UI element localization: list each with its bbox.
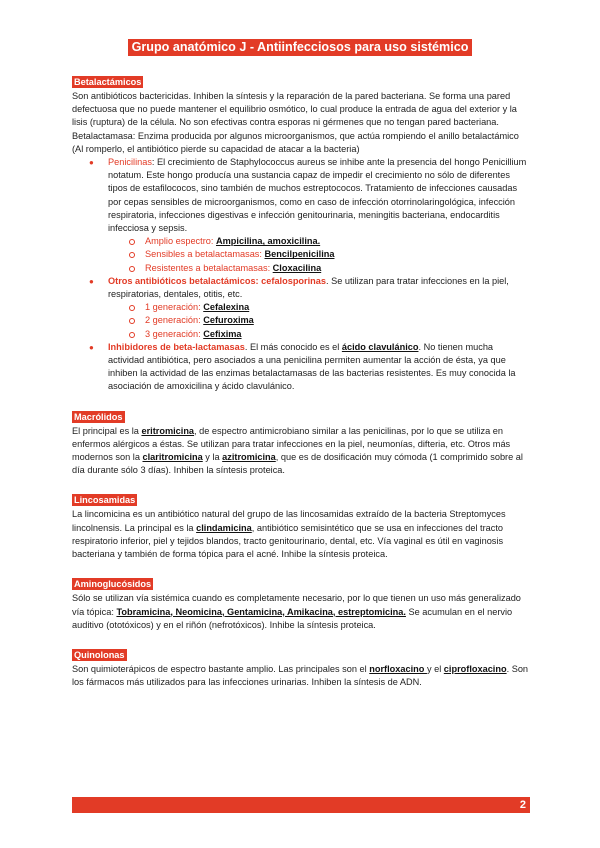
- section-betalactamicos: [72, 72, 530, 394]
- sub-item: [72, 301, 530, 314]
- drug-name: azitromicina: [222, 452, 276, 463]
- drug-name: Tobramicina, Neomicina, Gentamicina, Amikacina, estreptomicina.: [116, 606, 406, 617]
- bullet-penicilinas: [72, 156, 530, 235]
- drug-name: Cefuroxima: [203, 315, 254, 326]
- section-text: [72, 425, 530, 478]
- section-quinolonas: [72, 645, 530, 689]
- drug-name: norfloxacino: [369, 663, 427, 674]
- footer-bar: [72, 797, 530, 813]
- page-number: 2: [519, 799, 526, 811]
- drug-name: ácido clavulánico: [341, 341, 419, 352]
- sub-item-label: 1 generación:: [145, 302, 204, 313]
- sub-item-label: Resistentes a betalactamasas:: [145, 262, 273, 273]
- bullet-inhibidores: [72, 341, 530, 394]
- page-title: Grupo anatómico J - Antiinfecciosos para uso sistémico: [128, 39, 473, 56]
- section-text: [72, 663, 530, 689]
- bullet-cefalosporinas: [72, 275, 530, 301]
- bullet-text: . No tienen mucha actividad antibiótica, pero asociados a una penicilina permiten aumentar la acción de ésta, ya que inhiben la actividad de las enzimas betalactamasas de las bacterias resistentes. Es muy conocida la asociación de amoxicilina y ácido clavulánico.: [108, 341, 516, 392]
- bullet-label: Inhibidores de beta-lactamasas: [108, 341, 245, 352]
- circle-bullet-icon: [129, 239, 135, 245]
- drug-name: Cefalexina: [203, 302, 250, 313]
- document-body: [72, 72, 530, 689]
- sub-item-label: Amplio espectro:: [145, 236, 216, 247]
- drug-name: Cefixima: [203, 328, 242, 339]
- sub-item: [72, 328, 530, 341]
- bullet-dot-icon: ●: [89, 342, 94, 352]
- drug-name: claritromicina: [142, 452, 203, 463]
- circle-bullet-icon: [129, 332, 135, 338]
- bullet-text: : El crecimiento de Staphylococcus aureus se inhibe ante la presencia del hongo Penicillium notatum. Este hongo producía una sustancia capaz de impedir el crecimiento no sólo de diferentes tipos de estafilococos, sino también de muchos estreptococos. Tratamiento de infecciones causadas por cepas sensibles de microorganismos, como en caso de infección otorrinolaringológica, infección respiratoria, infecciones digestivas e infección genitourinaria, meningitis bacteriana, endocarditis infecciosa y sepsis.: [108, 157, 527, 234]
- circle-bullet-icon: [129, 252, 135, 258]
- text-run: y el: [426, 663, 444, 674]
- section-intro: Son antibióticos bactericidas. Inhiben la síntesis y la reparación de la pared bacteriana. Se forma una pared defectuosa que no puede mantener el equilibrio osmótico, lo cual produce la entrada de agua del exterior y la lisis (ruptura) de la célula. No son efectivas contra esporas ni gérmenes que no tengan pared bacteriana. Betalactamasa: Enzima producida por algunos microorganismos, que actúa rompiendo el anillo betalactámico (Al romperlo, el antibiótico pierde su capacidad de atacar a la bacteria): [72, 91, 519, 154]
- text-run: El principal es la: [72, 425, 142, 436]
- section-text: [72, 592, 530, 632]
- text-run: Se acumulan en el nervio auditivo (ototóxicos) y en el riñón (nefrotóxicos). Inhibe la síntesis proteica.: [72, 606, 513, 630]
- bullet-label: Penicilinas: [108, 157, 152, 168]
- text-run: Sólo se utilizan vía sistémica cuando es completamente necesario, por lo que tienen un uso más generalizado vía tópica:: [72, 593, 521, 617]
- drug-name: ciprofloxacino: [443, 663, 507, 674]
- section-heading: Lincosamidas: [74, 495, 136, 506]
- drug-name: Ampicilina, amoxicilina.: [215, 236, 321, 247]
- text-run: Son quimioterápicos de espectro bastante amplio. Las principales son el: [72, 663, 370, 674]
- bullet-label: Otros antibióticos betalactámicos: cefalosporinas: [108, 275, 327, 286]
- circle-bullet-icon: [129, 266, 135, 272]
- section-text: [72, 508, 530, 561]
- text-run: y la: [202, 452, 223, 463]
- bullet-text: . Se utilizan para tratar infecciones en la piel, respiratorias, dentales, otitis, etc.: [108, 275, 509, 300]
- drug-name: Cloxacilina: [272, 262, 322, 273]
- text-run: , de espectro antimicrobiano similar a las penicilinas, por lo que se utiliza en enfermos alérgicos a éstas. Se utilizan para tratar infecciones en la piel, neumonías, difteria, etc. Otros más modernos son la: [72, 425, 511, 463]
- section-aminoglucosidos: [72, 574, 530, 632]
- bullet-dot-icon: ●: [89, 276, 94, 286]
- sub-item: [72, 248, 530, 261]
- section-macrolidos: [72, 407, 530, 478]
- bullet-dot-icon: ●: [89, 158, 94, 168]
- title-wrap: [0, 38, 600, 56]
- drug-name: Bencilpenicilina: [264, 249, 335, 260]
- circle-bullet-icon: [129, 318, 135, 324]
- drug-name: clindamicina: [196, 522, 252, 533]
- section-heading: Betalactámicos: [74, 77, 142, 87]
- bullet-text: . El más conocido es el: [244, 341, 342, 352]
- circle-bullet-icon: [129, 305, 135, 311]
- section-heading: Quinolonas: [74, 649, 125, 660]
- text-run: , antibiótico semisintético que se usa en infecciones del tracto respiratorio inferior, piel y tejidos blandos, tracto genitourinario, dental, etc. Vía vaginal es útil en vaginosis bacteriana y también de forma tópica para el acné. Inhibe la síntesis proteica.: [72, 522, 504, 560]
- sub-item-label: Sensibles a betalactamasas:: [145, 249, 265, 260]
- text-run: La lincomicina es un antibiótico natural del grupo de las lincosamidas extraído de la bacteria Streptomyces lincolnensis. La principal es la: [72, 509, 506, 533]
- drug-name: eritromicina: [141, 425, 195, 436]
- sub-item-label: 3 generación:: [145, 328, 204, 339]
- section-lincosamidas: [72, 490, 530, 561]
- section-heading: Macrólidos: [74, 411, 123, 422]
- sub-item: [72, 262, 530, 275]
- sub-item-label: 2 generación:: [145, 315, 204, 326]
- sub-item: [72, 235, 530, 248]
- text-run: , que es de dosificación muy cómoda (1 comprimido sobre al día durante sólo 3 días). Inhiben la síntesis proteica.: [72, 452, 523, 476]
- sub-item: [72, 314, 530, 327]
- section-heading: Aminoglucósidos: [74, 579, 152, 590]
- text-run: . Son los fármacos más utilizados para las infecciones urinarias. Inhiben la síntesis de ADN.: [72, 663, 529, 688]
